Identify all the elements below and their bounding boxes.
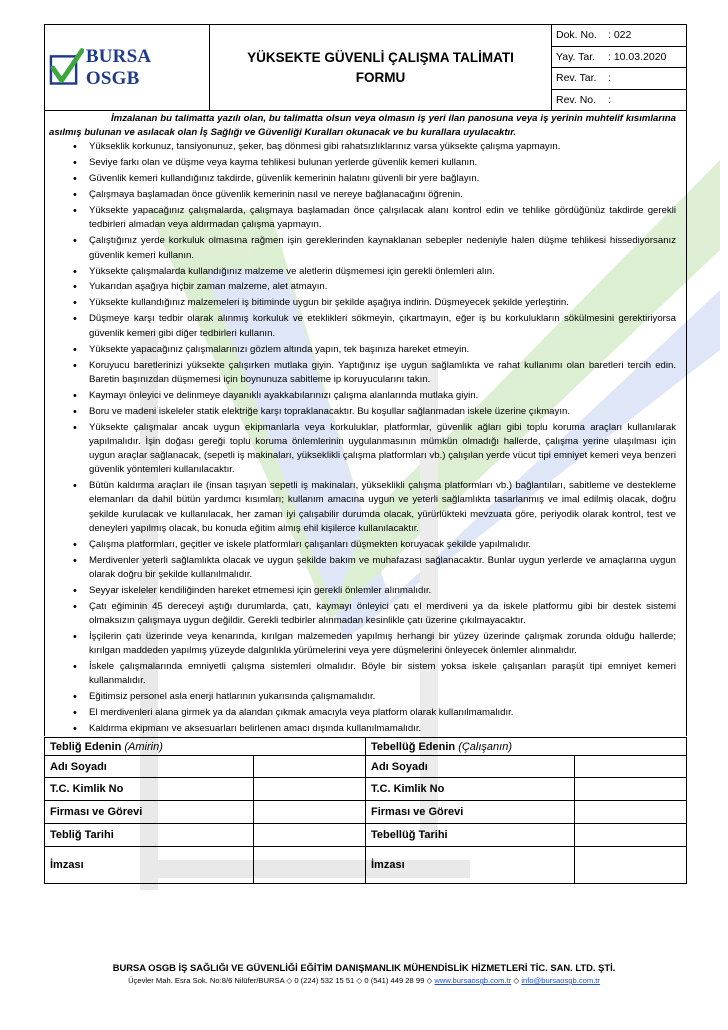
doc-no-label: Dok. No. [556, 29, 597, 42]
form-title [210, 25, 552, 111]
recipient-company-label: Firması ve Görevi [366, 801, 575, 824]
list-item: • Eğitimsiz personel asla enerji hatlarının yukarısında çalışmamalıdır. [89, 690, 676, 704]
list-item: • Yüksekte çalışmalarda kullandığınız malzeme ve aletlerin düşmemesi için gerekli önlemleri alın. [89, 265, 676, 279]
notifier-signature-field[interactable] [254, 847, 366, 884]
list-item: • Düşmeye karşı tedbir olarak alınmış korkuluk ve eteklikleri sökmeyin, çıkartmayın, eğer iş bu korkulukların sökülmesini gerektiriyorsa güvenlik kemeri gibi diğer tedbirleri kullanın. [89, 312, 676, 340]
doc-no-value: : 022 [608, 29, 632, 42]
recipient-id-label: T.C. Kimlik No [366, 778, 575, 801]
list-item: • Merdivenler yeterli sağlamlıkta olacak ve uygun şekilde bakım ve muhafazası sağlanacaktır. Bunlar uygun yerlerde ve amaçlarına uygun olarak doğru bir şekilde kullanılmalıdır. [89, 554, 676, 582]
signature-table [44, 737, 687, 884]
email-link[interactable]: info@bursaosgb.com.tr [521, 976, 600, 985]
notifier-heading-label: Tebliğ Edenin [50, 740, 122, 753]
list-item: • Yukarıdan aşağıya hiçbir zaman malzeme, alet atmayın. [89, 280, 676, 294]
recipient-name-label: Adı Soyadı [366, 756, 575, 778]
pub-date-label: Yay. Tar. [556, 50, 596, 63]
notifier-name-label: Adı Soyadı [45, 756, 254, 778]
company-logo [49, 46, 205, 90]
list-item: • Yüksekte çalışmalar ancak uygun ekipmanlarla veya korkuluklar, platformlar, güvenlik ağları gibi toplu koruma araçları kullanılarak yapılmalıdır. İşin doğası gereği toplu koruma önlemlerinin uygulanmasının mümkün olmadığı hallerde, çalışma yerine ulaşılması için uygun araçlar sağlanacak, (sepetli iş makinaları, yükseklikli çalışma platformları vb.) çalışılan yerde vücut tipi emniyet kemeri veya benzeri güvenlik yöntemleri kullanılacaktır. [89, 421, 676, 478]
recipient-company-field[interactable] [575, 801, 687, 824]
list-item: • Bütün kaldırma araçları ile (insan taşıyan sepetli iş makinaları, yükseklikli çalışma platformları vb.) bağlantıları, sabitleme ve destekleme elemanları da dahil bütün yardımcı kısımları; kullanım amacına uygun ve yeterli sağlamlıkta tasarlanmış ve imal edilmiş olacak, doğru şekilde kurulacak ve kullanılacak, her zaman iyi çalışabilir durumda olacak, yürürlükteki mevzuata göre, periyodik olarak kontrol, test ve deneyleri yapılmış olacak, bu konuda eğitim almış ehil kişilerce kullanılacaktır. [89, 479, 676, 536]
recipient-heading [366, 738, 687, 756]
rev-no-cell [552, 89, 687, 111]
pub-date-value: : 10.03.2020 [608, 50, 667, 63]
instruction-body [44, 111, 687, 736]
separator-icon: ◇ [513, 976, 520, 985]
footer-address: Üçevler Mah. Esra Sok. No:8/6 Nilüfer/BURSA [128, 976, 285, 985]
rev-date-cell [552, 68, 687, 90]
notifier-name-field[interactable] [254, 756, 366, 778]
notifier-id-label: T.C. Kimlik No [45, 778, 254, 801]
list-item: • Yükseklik korkunuz, tansiyonunuz, şeker, baş dönmesi gibi rahatsızlıklarınız varsa yüksekte çalışma yapmayın. [89, 140, 676, 154]
notifier-company-label: Firması ve Görevi [45, 801, 254, 824]
list-item: • Yüksekte yapacağınız çalışmalarda, çalışmaya başlamadan önce çalışılacak alanı kontrol edin ve tehlike gördüğünüz takdirde gerekli tedbirleri almadan veya aldırmadan çalışma yapmayın. [89, 204, 676, 232]
list-item: • Çatı eğiminin 45 dereceyi aştığı durumlarda, çatı, kaymayı önleyici çatı el merdiveni ya da iskele platformu gibi bir destek sistemi olmaksızın çalışmaya uygun değildir. Gerekli tedbirler alınmadan kesinlikle çatı üzerine çıkılmayacaktır. [89, 600, 676, 628]
header-table [44, 24, 687, 111]
checkmark-icon [49, 48, 84, 88]
intro-paragraph: İmzalanan bu talimatta yazılı olan, bu talimatta olsun veya olmasın iş yeri ilan panosuna veya iş yerinin muhtelif kısımlarına asılmış bulunan ve asılacak olan İş Sağlığı ve Güvenliği Kuralları okunacak ve bu kurallara uyulacaktır. [49, 113, 676, 139]
list-item: • Kaldırma ekipmanı ve aksesuarları belirlenen amacı dışında kullanılmamalıdır. [89, 722, 676, 736]
separator-icon: ◇ [356, 976, 363, 985]
rev-date-value: : [608, 72, 611, 85]
footer-phone-2: 0 (541) 449 28 99 [364, 976, 425, 985]
notifier-heading [45, 738, 366, 756]
rev-no-label: Rev. No. [556, 93, 597, 106]
notifier-signature-label: İmzası [45, 847, 254, 884]
rules-list [49, 140, 682, 736]
separator-icon: ◇ [286, 976, 293, 985]
website-link[interactable]: www.bursaosgb.com.tr [434, 976, 512, 985]
title-line-1: YÜKSEKTE GÜVENLİ ÇALIŞMA TALİMATI [247, 49, 514, 65]
receipt-date-field[interactable] [575, 824, 687, 847]
list-item: • Boru ve madeni iskeleler statik elektriğe karşı topraklanacaktır. Bu koşullar sağlanmadan iskele üzerine çıkmayın. [89, 405, 676, 419]
recipient-name-field[interactable] [575, 756, 687, 778]
rev-date-label: Rev. Tar. [556, 72, 597, 85]
brand-name: BURSA OSGB [85, 45, 151, 89]
footer-phone-1: 0 (224) 532 15 51 [294, 976, 355, 985]
list-item: • El merdivenleri alana girmek ya da alandan çıkmak amacıyla veya platform olarak kullanılmamalıdır. [89, 706, 676, 720]
recipient-signature-label: İmzası [366, 847, 575, 884]
list-item: • Seviye farkı olan ve düşme veya kayma tehlikesi bulunan yerlerde güvenlik kemeri kullanın. [89, 156, 676, 170]
footer-company: BURSA OSGB İŞ SAĞLIĞI VE GÜVENLİĞİ EĞİTİM DANIŞMANLIK MÜHENDİSLİK HİZMETLERİ TİC. SAN. LTD. ŞTİ. [112, 962, 616, 973]
separator-icon: ◇ [426, 976, 433, 985]
receipt-date-label: Tebellüğ Tarihi [366, 824, 575, 847]
pub-date-cell [552, 46, 687, 68]
list-item: • Çalışmaya başlamadan önce güvenlik kemerinin nasıl ve nereye bağlanacağını öğrenin. [89, 188, 676, 202]
list-item: • Seyyar iskeleler kendiliğinden hareket etmemesi için gerekli önlemler alınmalıdır. [89, 584, 676, 598]
list-item: • Çalıştığınız yerde korkuluk olmasına rağmen işin gereklerinden kaynaklanan sebepler nedeniyle halen düşme tehlikesi hissediyorsanız güvenlik kemeri kullanın. [89, 234, 676, 262]
recipient-heading-note: (Çalışanın) [458, 740, 512, 753]
notifier-id-field[interactable] [254, 778, 366, 801]
page-footer [0, 962, 728, 985]
list-item: • Çalışma platformları, geçitler ve iskele platformları çalışanları düşmekten koruyacak şekilde yapılmalıdır. [89, 538, 676, 552]
notification-date-field[interactable] [254, 824, 366, 847]
notifier-heading-note: (Amirin) [124, 740, 163, 753]
list-item: • Koruyucu baretlerinizi yüksekte çalışırken mutlaka giyin. Yaptığınız işe uygun sağlamlıkta ve rahat kullanımı olan baretleri tercih edin. Baretin başınızdan düşmemesi için boynunuza sabitleme ip koruyucularını takın. [89, 359, 676, 387]
list-item: • İşçilerin çatı üzerinde veya kenarında, kırılgan malzemeden yapılmış herhangi bir yüzey üzerinde çalışmak zorunda olduğu hallerde; kırılgan maddeden yapılmış yüzeyde dalgınlıkla yürümelerini veya yere düşmelerini önleyecek önlemler alınmalıdır. [89, 630, 676, 658]
footer-contact [0, 976, 728, 985]
title-line-2: FORMU [355, 69, 406, 85]
list-item: • Yüksekte kullandığınız malzemeleri iş bitiminde uygun bir şekilde aşağıya indirin. Düşmeyecek şekilde yerleştirin. [89, 296, 676, 310]
recipient-signature-field[interactable] [575, 847, 687, 884]
list-item: • Güvenlik kemeri kullandığınız takdirde, güvenlik kemerinin halatını güvenli bir yere bağlayın. [89, 172, 676, 186]
recipient-heading-label: Tebellüğ Edenin [371, 740, 456, 753]
notifier-company-field[interactable] [254, 801, 366, 824]
recipient-id-field[interactable] [575, 778, 687, 801]
rev-no-value: : [608, 93, 611, 106]
list-item: • Yüksekte yapacağınız çalışmalarınızı gözlem altında yapın, tek başınıza hareket etmeyin. [89, 343, 676, 357]
notification-date-label: Tebliğ Tarihi [45, 824, 254, 847]
list-item: • İskele çalışmalarında emniyetli çalışma sistemleri olmalıdır. Böyle bir sistem yoksa iskele çalışanları paraşüt tipi emniyet kemeri kullanmalıdır. [89, 660, 676, 688]
doc-no-cell [552, 25, 687, 47]
logo-cell [45, 25, 210, 111]
list-item: • Kaymayı önleyici ve delinmeye dayanıklı ayakkabılarınızı çalışma alanlarında mutlaka giyin. [89, 389, 676, 403]
